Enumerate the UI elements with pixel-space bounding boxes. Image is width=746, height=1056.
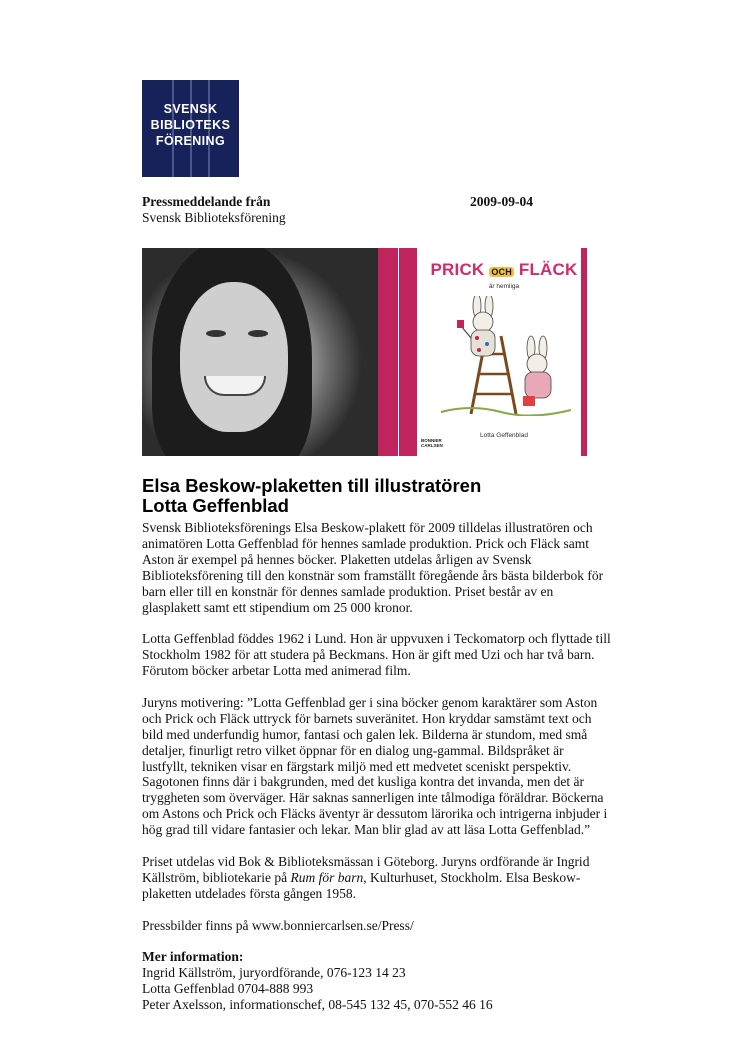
- photo-face: [180, 282, 288, 432]
- cover-author: Lotta Geffenblad: [480, 432, 528, 439]
- portrait-photo-lotta-geffenblad: [142, 248, 398, 456]
- contact-information: [142, 949, 612, 1013]
- cover-subtitle: är hemliga: [488, 283, 520, 290]
- illustration-rabbit-flack: [523, 336, 551, 406]
- paragraph-biography: Lotta Geffenblad föddes 1962 i Lund. Hon är uppvuxen i Teckomatorp och flyttade till Stockholm 1982 för att studera på Beckmans. Hon är gift med Uzi och har två barn. Förutom böcker arbetar Lotta med animerad film.: [142, 631, 611, 679]
- cover-illustration: [431, 296, 577, 416]
- svensk-biblioteksforening-logo: [142, 80, 239, 177]
- paragraph-jury-motivation: Juryns motivering: ”Lotta Geffenblad ger i sina böcker genom karaktärer som Aston och Prick och Fläck uttryck för barnets suveränitet. Hon kryddar samstämt text och bild med underfundig humor, fantasi och galen lek. Bilderna är stundom, med små detaljer, finurligt retro vilket öppnar för en dialog ung-gammal. Bildspråket är lustfyllt, tekniken visar en färgstark miljö med ett medvetet sceniskt perspektiv. Sagotonen finns där i bakgrunden, med det kusliga kontra det invanda, men det är tryggheten som överväger. Här saknas sannerligen inte tålmodiga föräldrar. Böckerna om Astons och Prick och Fläcks äventyr är dessutom lärorika och intrigerna inbjuder i hög grad till vidare fantasier och lekar. Man blir glad av att läsa Lotta Geffenblad.”: [142, 694, 608, 838]
- cover-rim: [581, 248, 587, 456]
- contact-line: Ingrid Källström, juryordförande, 076-123 14 23: [142, 965, 406, 981]
- photo-eye: [206, 330, 226, 337]
- rum-for-barn-italic: Rum för barn: [290, 869, 364, 885]
- cover-title: PRICK OCH FLÄCK: [430, 260, 578, 279]
- paragraph-award-announcement: Svensk Biblioteksförenings Elsa Beskow-plakett för 2009 tilldelas illustratören och animatören Lotta Geffenblad för hennes samlade produktion. Prick och Fläck samt Aston är exempel på hennes böcker. Plaketten utdelas årligen av Svensk Biblioteksförening till den konstnär som framställt föregående års bästa bilderbok för barn eller till en konstnär för dennes samlade produktion. Priset består av en glasplakett samt ett stipendium om 25 000 kronor.: [142, 520, 604, 615]
- cover-publisher-logo: BONNIER CARLSEN: [421, 438, 443, 448]
- cover-spine: [399, 248, 417, 456]
- paragraph-press-images: Pressbilder finns på www.bonniercarlsen.se/Press/: [142, 917, 414, 933]
- press-release-sender: [142, 194, 286, 226]
- photo-eye: [248, 330, 268, 337]
- illustration-rabbit-prick: [457, 296, 495, 356]
- press-release-body: [142, 520, 612, 1013]
- press-label: Pressmeddelande från: [142, 194, 271, 209]
- contact-line: Lotta Geffenblad 0704-888 993: [142, 981, 314, 997]
- illustration-ground: [441, 408, 571, 416]
- paragraph-ceremony: Priset utdelas vid Bok & Biblioteksmässan i Göteborg. Juryns ordförande är Ingrid Källström, bibliotekarie på Rum för barn, Kulturhuset, Stockholm. Elsa Beskow-plaketten utdelades första gången 1958.: [142, 853, 590, 901]
- contact-line: Peter Axelsson, informationschef, 08-545 132 45, 070-552 46 16: [142, 997, 493, 1013]
- photo-edge-strip: [378, 248, 398, 456]
- contact-heading: Mer information:: [142, 949, 244, 965]
- book-cover-prick-och-flack: [399, 248, 587, 456]
- headline: Elsa Beskow-plaketten till illustratören Lotta Geffenblad: [142, 475, 482, 516]
- release-date: 2009-09-04: [470, 194, 533, 209]
- organization-name: Svensk Biblioteksförening: [142, 210, 286, 225]
- logo-text: SVENSK BIBLIOTEKS FÖRENING: [150, 102, 231, 148]
